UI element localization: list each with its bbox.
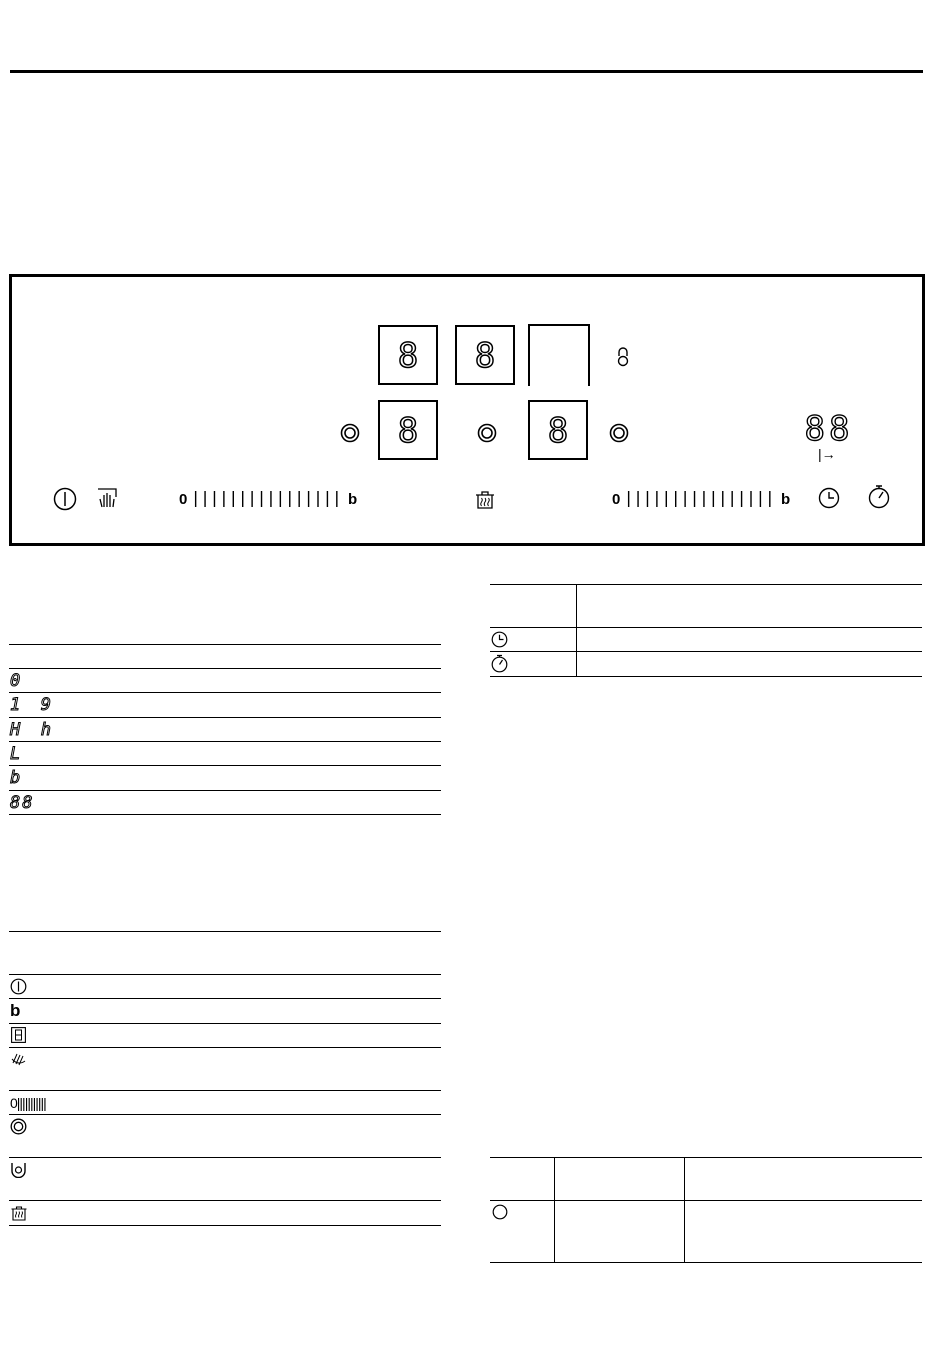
right-slider-min-label: 0	[612, 491, 621, 508]
timer-arrow: |→	[818, 446, 836, 462]
table2-rule	[9, 931, 441, 932]
left-slider-min-label: 0	[179, 491, 188, 508]
hand-wipe-icon[interactable]	[96, 487, 118, 509]
display-bottom-right	[528, 400, 588, 460]
timer-digits: 88	[804, 410, 854, 446]
left-slider-max-label: b	[348, 491, 358, 508]
stopwatch-icon	[491, 654, 508, 673]
table3-rule	[490, 651, 922, 652]
table2-rule	[9, 1157, 441, 1158]
table1-row-symbol	[9, 792, 89, 812]
table2-rule	[9, 1114, 441, 1115]
table1-rule	[9, 814, 441, 815]
power-slider-symbol: 0|||||||||||	[10, 1095, 46, 1111]
pot-warming-icon[interactable]	[473, 487, 497, 511]
table1-rule	[9, 790, 441, 791]
display-top-left	[378, 325, 438, 385]
display-bottom-left	[378, 400, 438, 460]
table2-rule	[9, 1200, 441, 1201]
stopwatch-icon[interactable]	[868, 484, 890, 509]
svg-text:88: 88	[10, 793, 35, 812]
table2-rule	[9, 974, 441, 975]
zone-ring-icon[interactable]	[340, 423, 360, 443]
zone-ring-icon	[10, 1118, 27, 1135]
control-panel	[9, 274, 925, 546]
table4-column-divider	[684, 1157, 685, 1262]
lock-icon[interactable]	[615, 345, 631, 369]
table4-column-divider	[554, 1157, 555, 1262]
power-icon	[10, 978, 27, 995]
hand-wipe-icon	[10, 1050, 27, 1067]
right-power-slider[interactable]	[623, 491, 783, 507]
clock-icon	[491, 631, 508, 648]
left-power-slider[interactable]	[190, 491, 350, 507]
table2-rule	[9, 1090, 441, 1091]
right-slider-max-label: b	[781, 491, 791, 508]
clock-icon[interactable]	[818, 487, 840, 509]
top-rule	[10, 70, 923, 73]
display-box-icon	[11, 1027, 26, 1043]
table1-rule	[9, 692, 441, 693]
table3-column-divider	[576, 584, 577, 676]
table1-row-symbol	[9, 719, 89, 739]
display-top-left-digit: 8	[397, 336, 419, 376]
display-bottom-left-digit: 8	[397, 411, 419, 451]
table2-rule	[9, 1225, 441, 1226]
svg-text:0: 0	[10, 671, 21, 690]
table1-row-symbol	[9, 743, 89, 763]
table2-rule	[9, 998, 441, 999]
svg-text:1 9: 1 9	[10, 695, 51, 714]
table1-rule	[9, 644, 441, 645]
display-top-middle	[455, 325, 515, 385]
timer-display	[801, 410, 857, 446]
zone-ring-icon[interactable]	[477, 423, 497, 443]
table1-row-symbol	[9, 767, 89, 787]
table3-rule	[490, 584, 922, 585]
table1-row-symbol	[9, 694, 89, 714]
display-top-right-frame	[528, 324, 590, 386]
display-top-middle-digit: 8	[474, 336, 496, 376]
table3-rule	[490, 676, 922, 677]
table1-rule	[9, 717, 441, 718]
circle-icon	[492, 1204, 508, 1220]
table1-rule	[9, 741, 441, 742]
power-icon[interactable]	[53, 487, 77, 511]
table2-rule	[9, 1023, 441, 1024]
bowl-icon	[10, 1161, 27, 1178]
zone-ring-icon[interactable]	[609, 423, 629, 443]
table1-row-symbol	[9, 670, 89, 690]
table1-rule	[9, 668, 441, 669]
table2-rule	[9, 1047, 441, 1048]
max-boost-symbol: b	[10, 1001, 21, 1020]
svg-text:L: L	[10, 744, 21, 763]
table4-rule	[490, 1262, 922, 1263]
display-bottom-right-digit: 8	[547, 411, 569, 451]
pot-warming-icon	[10, 1204, 28, 1222]
svg-text:b: b	[10, 768, 21, 787]
table3-rule	[490, 627, 922, 628]
svg-text:H h: H h	[10, 720, 51, 739]
table1-rule	[9, 765, 441, 766]
